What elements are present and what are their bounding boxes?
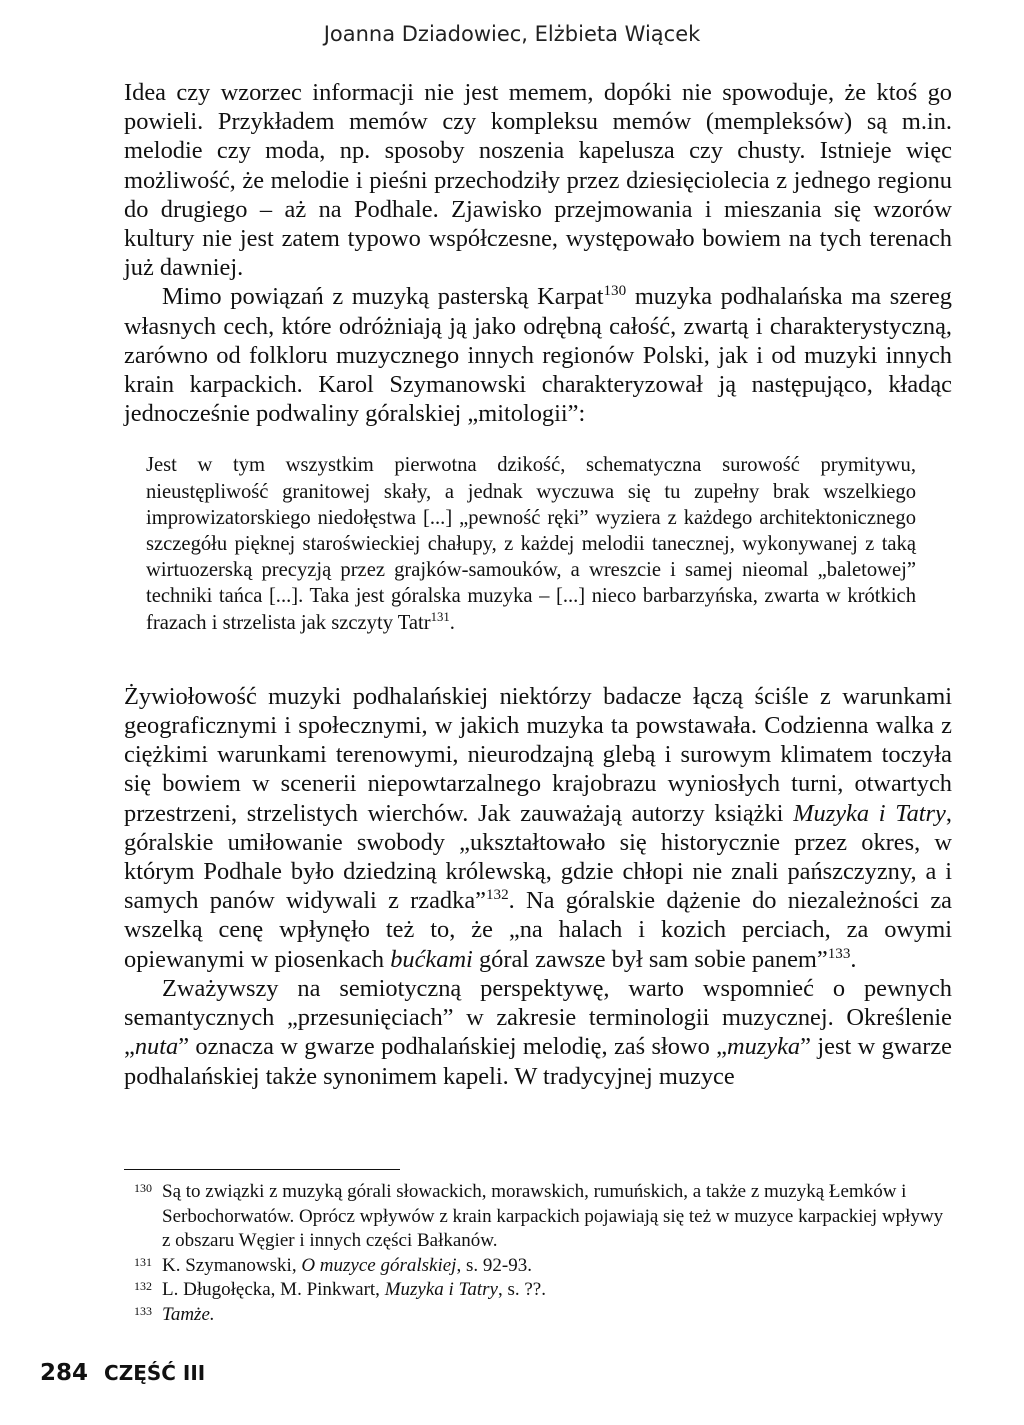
footnote-number: 130 bbox=[134, 1181, 152, 1195]
page-number: 284 bbox=[40, 1360, 89, 1386]
footnote-number: 131 bbox=[134, 1254, 152, 1269]
footnote-number: 133 bbox=[134, 1303, 152, 1318]
footnote-ref-133[interactable]: 133 bbox=[827, 945, 851, 962]
footnote-title: Tamże. bbox=[162, 1303, 215, 1325]
footnote-divider bbox=[124, 1169, 400, 1170]
footnote-132 bbox=[124, 1278, 952, 1303]
footnote-pages: , s. ??. bbox=[497, 1279, 546, 1300]
footnote-ref-132[interactable]: 132 bbox=[485, 887, 509, 904]
footnote-number: 132 bbox=[134, 1279, 152, 1293]
book-title: Muzyka i Tatry bbox=[793, 799, 946, 827]
paragraph-4: Zważywszy na semiotyczną perspektywę, warto wspomnieć o pewnych semantycznych „przesunięciach” w zakresie terminologii muzycznej. Określenie „nuta” oznacza w gwarze podhalańskiej melodię, zaś słowo „muzyka” jest w gwarze podhalańskiej także synonimem kapeli. W tradycyjnej muzyce bbox=[124, 974, 952, 1090]
term-nuta: nuta bbox=[134, 1033, 179, 1061]
dialect-word: bućkami bbox=[390, 945, 473, 973]
footnote-title: O muzyce góralskiej bbox=[301, 1254, 457, 1276]
footnote-ref-131[interactable]: 131 bbox=[430, 609, 450, 624]
footnotes bbox=[124, 1180, 952, 1327]
footnote-text: Są to związki z muzyką górali słowackich, morawskich, rumuńskich, a także z muzyką Łemków i Serbochorwatów. Oprócz wpływów z krain karpackich pojawiają się też w muzyce karpackiej wpływy z obszaru Węgier i innych części Bałkanów. bbox=[162, 1181, 944, 1251]
term-muzyka: muzyka bbox=[726, 1033, 801, 1061]
main-text bbox=[124, 78, 952, 1091]
footnote-author: L. Długołęcka, M. Pinkwart, bbox=[162, 1279, 385, 1300]
running-header: Joanna Dziadowiec, Elżbieta Wiącek bbox=[323, 22, 701, 46]
footnote-title: Muzyka i Tatry bbox=[384, 1279, 498, 1300]
footnote-author: K. Szymanowski, bbox=[162, 1254, 302, 1276]
footnote-ref-130[interactable]: 130 bbox=[603, 283, 627, 300]
footnote-131 bbox=[124, 1254, 952, 1279]
paragraph-1: Idea czy wzorzec informacji nie jest memem, dopóki nie spowoduje, że ktoś go powieli. Przykładem memów czy kompleksu memów (mempleksów) są m.in. melodie czy moda, np. sposoby noszenia kapelusza czy chusty. Istnieje więc możliwość, że melodie i pieśni przechodziły przez dziesięciolecia z jednego regionu do drugiego – aż na Podhale. Zjawisko przejmowania i mieszania się wzorów kultury nie jest zatem typowo współczesne, występowało bowiem na tych terenach już dawniej. bbox=[124, 79, 952, 282]
paragraph-2: Mimo powiązań z muzyką pasterską Karpat$^{130}$ muzyka podhalańska ma szereg własnych cech, które odróżniają ją jako odrębną całość, zwartą i charakterystyczną, zarówno od folkloru muzycznego innych regionów Polski, jak i od muzyki innych krain karpackich. Karol Szymanowski charakteryzował ją następująco, kładąc jednocześnie podwaliny góralskiej „mitologii”: bbox=[124, 283, 952, 428]
footnote-133 bbox=[124, 1303, 952, 1328]
part-label: CZĘŚĆ III bbox=[104, 1361, 206, 1385]
block-quote: Jest w tym wszystkim pierwotna dzikość, schematyczna surowość prymitywu, nieustępliwość granitowej skały, a jednak wyczuwa się tu zupełny brak wszelkiego improwizatorskiego niedołęstwa [...] „pewność ręki” wyziera z każdego architektonicznego szczegółu pięknej staroświeckiej chałupy, z każdej melodii tanecznej, wykonywanej z taką wirtuozerską precyzją przez grajków-samouków, a wreszcie i samej nieomal „baletowej” techniki tańca [...]. Taka jest góralska muzyka – [...] nieco barbarzyńska, zwarta w krótkich frazach i strzelista jak szczyty Tatr$^{131}$. bbox=[146, 454, 916, 634]
page-footer bbox=[40, 1360, 205, 1386]
footnote-130 bbox=[124, 1180, 952, 1254]
footnote-pages: , s. 92-93. bbox=[456, 1254, 532, 1276]
paragraph-3: Żywiołowość muzyki podhalańskiej niektórzy badacze łączą ściśle z warunkami geograficznymi i społecznymi, w jakich muzyka ta powstawała. Codzienna walka z ciężkimi warunkami terenowymi, nieurodzajną glebą i surowym klimatem toczyła się bowiem w scenerii niepowtarzalnego krajobrazu wyniosłych turni, otwartych przestrzeni, strzelistych wierchów. Jak zauważają autorzy książki Muzyka i Tatry, góralskie umiłowanie swobody „ukształtowało się historycznie przez okres, w którym Podhale było dziedziną królewską, gdzie chłopi nie znali pańszczyzny, a i samych panów widywali z rzadka”$^{132}$. Na góralskie dążenie do niezależności za wszelką cenę wpłynęło też to, że „na halach i kozich perciach, za owymi opiewanymi w piosenkach bućkami góral zawsze był sam sobie panem”$^{133}$. bbox=[124, 682, 953, 973]
